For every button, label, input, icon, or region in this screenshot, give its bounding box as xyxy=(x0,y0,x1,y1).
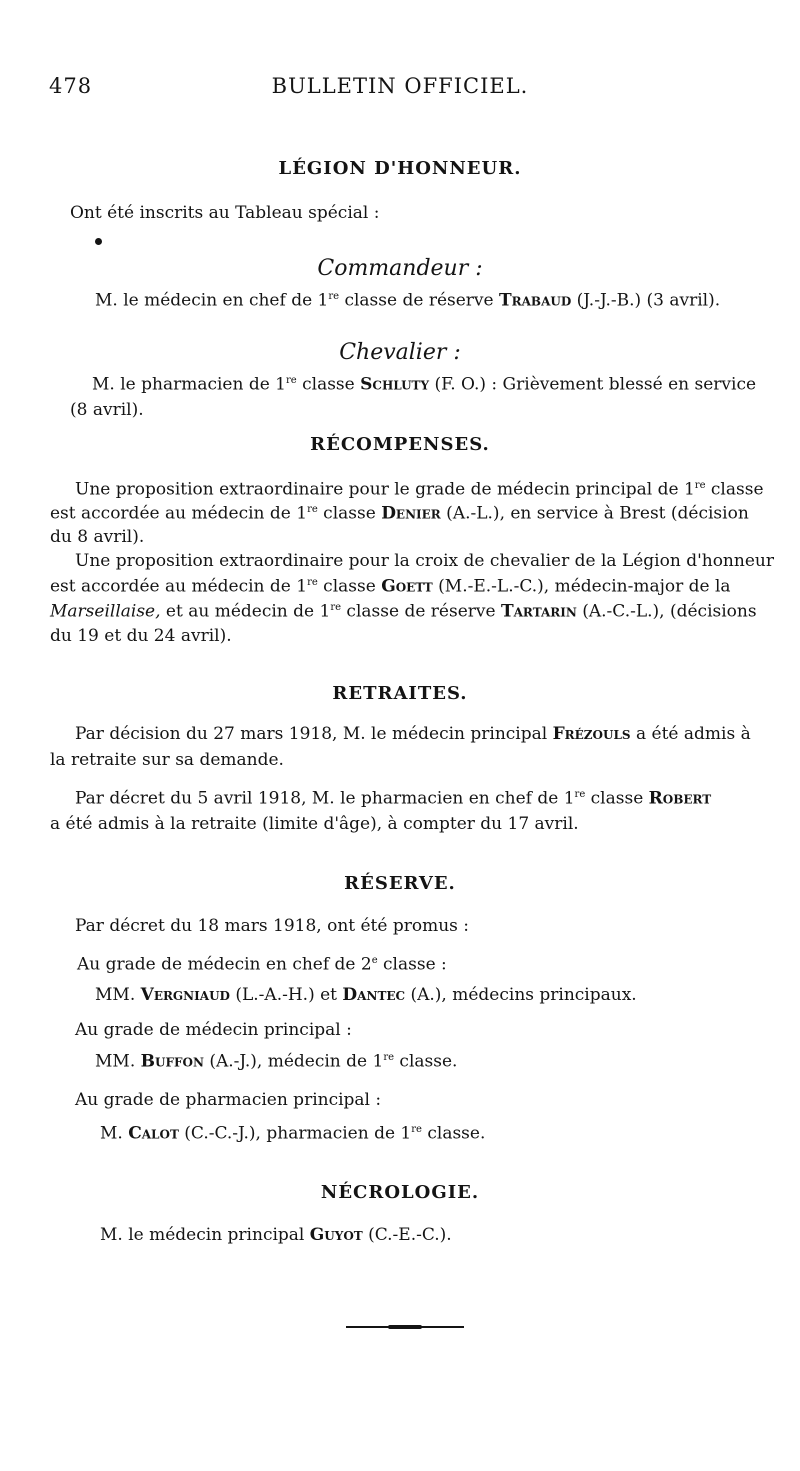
necrologie-line: M. le médecin principal Guyot (C.-E.-C.). xyxy=(100,1225,452,1245)
recompenses-p1-line-3: du 8 avril). xyxy=(50,527,145,547)
retraites-p1-line-2: la retraite sur sa demande. xyxy=(50,750,284,770)
recompenses-p1-line-2: est accordée au médecin de 1re classe Denier (A.-L.), en service à Brest (décision xyxy=(50,503,749,524)
end-ornament-rule xyxy=(346,1326,464,1328)
section-title-recompenses: RÉCOMPENSES. xyxy=(310,434,490,455)
reserve-grade-3-heading: Au grade de pharmacien principal : xyxy=(75,1090,382,1110)
retraites-p2-line-2: a été admis à la retraite (limite d'âge), à compter du 17 avril. xyxy=(50,814,579,834)
section-title-reserve: RÉSERVE. xyxy=(344,873,456,894)
page-number: 478 xyxy=(49,74,93,98)
reserve-grade-2-line: MM. Buffon (A.-J.), médecin de 1re classe. xyxy=(95,1051,458,1072)
chevalier-line-2: (8 avril). xyxy=(70,400,144,420)
chevalier-heading: Chevalier : xyxy=(339,340,461,365)
recompenses-p2-line-1: Une proposition extraordinaire pour la croix de chevalier de la Légion d'honneur xyxy=(75,551,774,571)
bullet-mark xyxy=(95,238,102,245)
chevalier-line-1: M. le pharmacien de 1re classe Schluty (F. O.) : Grièvement blessé en service xyxy=(92,374,757,395)
running-title: BULLETIN OFFICIEL. xyxy=(271,74,529,98)
retraites-p2-line-1: Par décret du 5 avril 1918, M. le pharmacien en chef de 1re classe Robert xyxy=(75,788,712,809)
reserve-grade-1-heading: Au grade de médecin en chef de 2e classe : xyxy=(77,954,447,975)
reserve-grade-2-heading: Au grade de médecin principal : xyxy=(75,1020,352,1040)
recompenses-p1-line-1: Une proposition extraordinaire pour le grade de médecin principal de 1re classe xyxy=(75,479,764,500)
retraites-p1-line-1: Par décision du 27 mars 1918, M. le médecin principal Frézouls a été admis à xyxy=(75,724,751,744)
section-title-legion: LÉGION D'HONNEUR. xyxy=(278,158,522,179)
commandeur-heading: Commandeur : xyxy=(317,256,483,281)
reserve-grade-1-line: MM. Vergniaud (L.-A.-H.) et Dantec (A.), médecins principaux. xyxy=(95,985,637,1005)
commandeur-line: M. le médecin en chef de 1re classe de réserve Trabaud (J.-J.-B.) (3 avril). xyxy=(95,290,721,311)
legion-intro: Ont été inscrits au Tableau spécial : xyxy=(70,203,380,223)
recompenses-p2-line-3: Marseillaise, et au médecin de 1re classe de réserve Tartarin (A.-C.-L.), (décisions xyxy=(50,601,757,622)
recompenses-p2-line-2: est accordée au médecin de 1re classe Goett (M.-E.-L.-C.), médecin-major de la xyxy=(50,576,731,597)
reserve-grade-3-line: M. Calot (C.-C.-J.), pharmacien de 1re classe. xyxy=(100,1123,486,1144)
section-title-necrologie: NÉCROLOGIE. xyxy=(320,1182,480,1203)
reserve-intro: Par décret du 18 mars 1918, ont été promus : xyxy=(75,916,470,936)
recompenses-p2-line-4: du 19 et du 24 avril). xyxy=(50,626,232,646)
section-title-retraites: RETRAITES. xyxy=(332,683,468,704)
